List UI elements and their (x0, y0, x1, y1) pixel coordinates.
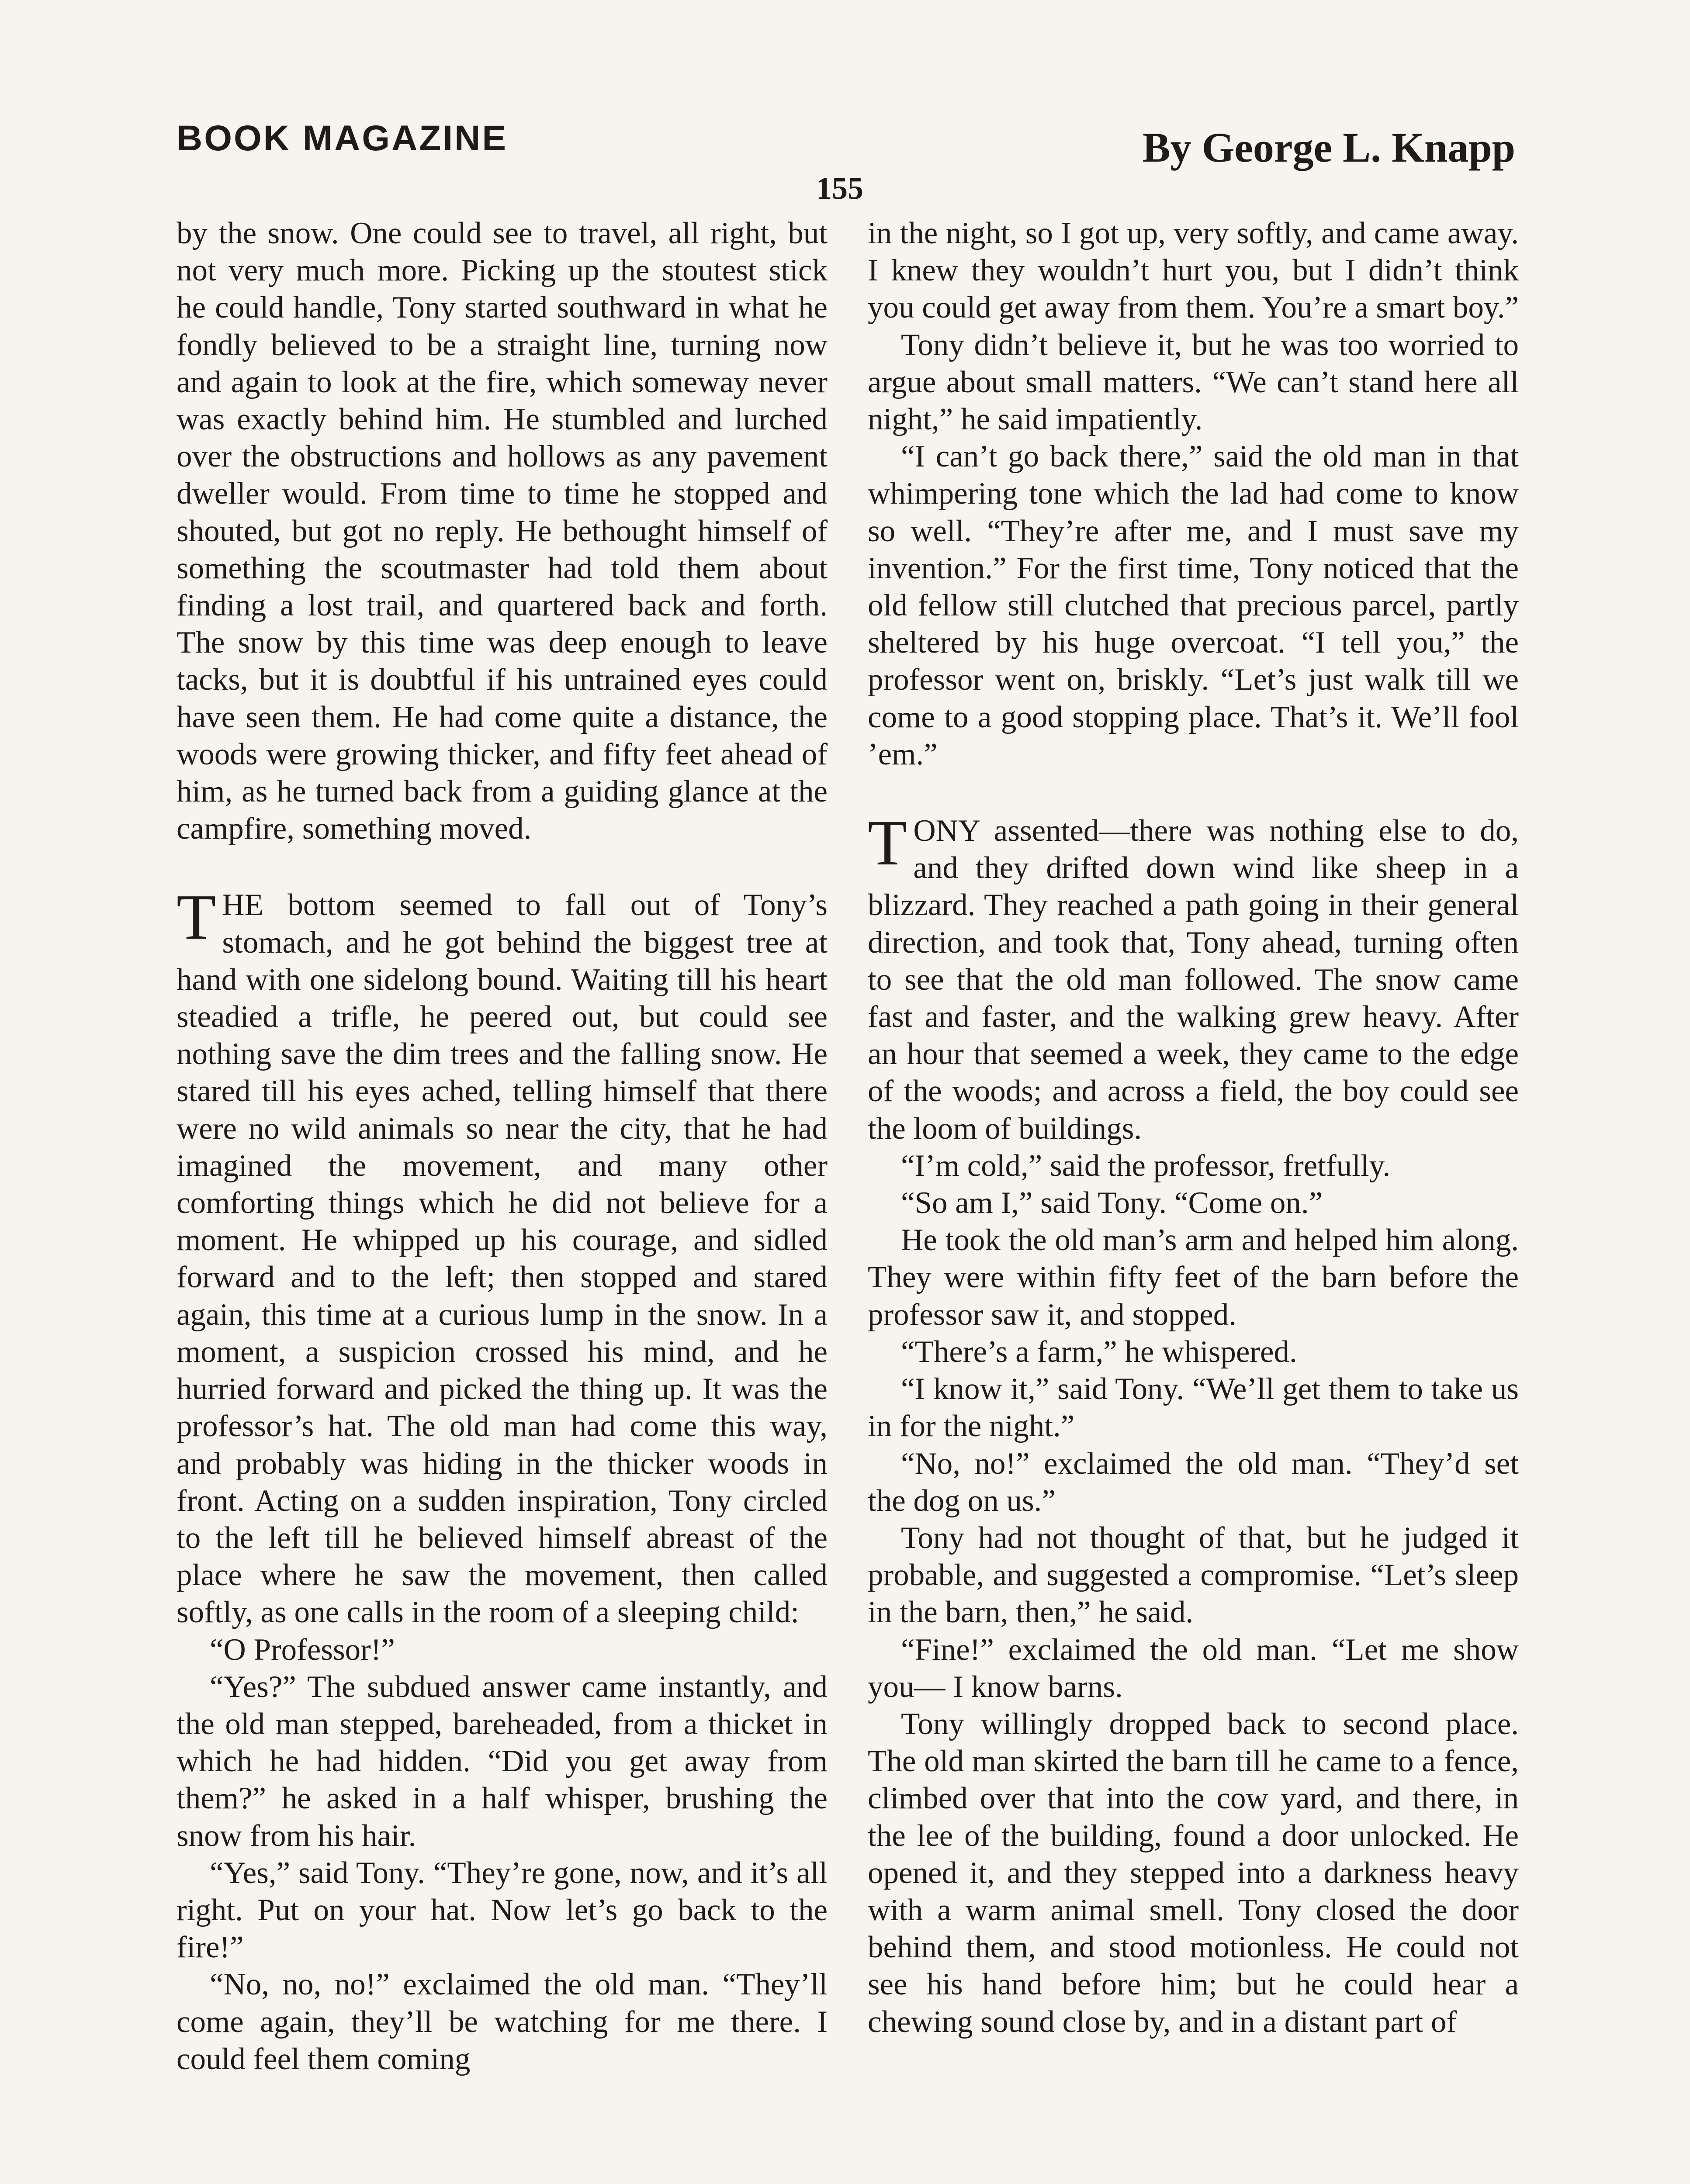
paragraph: Tony willingly dropped back to second place. The old man skirted the barn till he came to a fence, climbed over that into the cow yard, and there, in the lee of the building, found a door unlocked. He opened it, and they stepped into a darkness heavy with a warm animal smell. Tony closed the door behind them, and stood motionless. He could not see his hand before him; but he could hear a chewing sound close by, and in a distant part of (868, 1707, 1519, 2039)
magazine-title: BOOK MAGAZINE (177, 118, 508, 158)
paragraph: in the night, so I got up, very softly, and came away. I knew they wouldn’t hurt you, but I didn’t think you could get away from them. You’re a smart boy.” (868, 216, 1519, 325)
paragraph: “I know it,” said Tony. “We’ll get them to take us in for the night.” (868, 1372, 1519, 1444)
right-column (868, 215, 1519, 2041)
paragraph: “Yes?” The subdued answer came instantly, and the old man stepped, bareheaded, from a thicket in which he had hidden. “Did you get away from them?” he asked in a half whisper, brushing the snow from his hair. (177, 1669, 828, 1853)
left-column (177, 215, 828, 2078)
author-byline: By George L. Knapp (1142, 124, 1515, 171)
paragraph: “Fine!” exclaimed the old man. “Let me show you— I know barns. (868, 1632, 1519, 1704)
paragraph: “I’m cold,” said the professor, fretfully. (901, 1148, 1391, 1183)
paragraph: “No, no!” exclaimed the old man. “They’d set the dog on us.” (868, 1446, 1519, 1518)
paragraph: “There’s a farm,” he whispered. (901, 1334, 1297, 1369)
paragraph (177, 881, 828, 1631)
drop-cap: T (177, 881, 216, 954)
paragraph: “O Professor!” (210, 1632, 395, 1667)
page-number: 155 (816, 171, 863, 206)
paragraph-text: ONY assented—there was nothing else to do, and they drifted down wind like sheep in a blizzard. They reached a path going in their general direction, and took that, Tony ahead, turning often to see that the old man followed. The snow came fast and faster, and the walking grew heavy. After an hour that seemed a week, they came to the edge of the woods; and across a field, the boy could see the loom of buildings. (868, 814, 1519, 1146)
paragraph: by the snow. One could see to travel, all right, but not very much more. Picking up the stoutest stick he could handle, Tony started southward in what he fondly believed to be a straight line, turning now and again to look at the fire, which someway never was exactly behind him. He stumbled and lurched over the obstructions and hollows as any pavement dweller would. From time to time he stopped and shouted, but got no reply. He bethought himself of something the scoutmaster had told them about finding a lost trail, and quartered back and forth. The snow by this time was deep enough to leave tacks, but it is doubtful if his untrained eyes could have seen them. He had come quite a distance, the woods were growing thicker, and fifty feet ahead of him, as he turned back from a guiding glance at the campfire, something moved. (177, 216, 828, 846)
paragraph: “So am I,” said Tony. “Come on.” (901, 1186, 1323, 1220)
paragraph-text: HE bottom seemed to fall out of Tony’s stomach, and he got behind the biggest tree at hand with one sidelong bound. Waiting till his heart steadied a trifle, he peered out, but could see nothing save the dim trees and the falling snow. He stared till his eyes ached, telling himself that there were no wild animals so near the city, that he had imagined the movement, and many other comforting things which he did not believe for a moment. He whipped up his courage, and sidled forward and to the left; then stopped and stared again, this time at a curious lump in the snow. In a moment, a suspicion crossed his mind, and he hurried forward and picked the thing up. It was the professor’s hat. The old man had come this way, and probably was hiding in the thicker woods in front. Acting on a sudden inspiration, Tony circled to the left till he believed himself abreast of the place where he saw the movement, then called softly, as one calls in the room of a sleeping child: (177, 888, 828, 1630)
paragraph: “Yes,” said Tony. “They’re gone, now, and it’s all right. Put on your hat. Now let’s go back to the fire!” (177, 1856, 828, 1965)
paragraph: Tony didn’t believe it, but he was too worried to argue about small matters. “We can’t stand here all night,” he said impatiently. (868, 328, 1519, 437)
paragraph: “I can’t go back there,” said the old man in that whimpering tone which the lad had come to know so well. “They’re after me, and I must save my invention.” For the first time, Tony noticed that the old fellow still clutched that precious parcel, partly sheltered by his huge overcoat. “I tell you,” the professor went on, briskly. “Let’s just walk till we come to a good stopping place. That’s it. We’ll fool ’em.” (868, 439, 1519, 771)
paragraph: He took the old man’s arm and helped him along. They were within fifty feet of the barn before the professor saw it, and stopped. (868, 1223, 1519, 1332)
paragraph (868, 807, 1519, 1147)
paragraph: Tony had not thought of that, but he judged it probable, and suggested a compromise. “Let’s sleep in the barn, then,” he said. (868, 1521, 1519, 1630)
paragraph: “No, no, no!” exclaimed the old man. “They’ll come again, they’ll be watching for me there. I could feel them coming (177, 1967, 828, 2076)
drop-cap: T (868, 807, 907, 879)
